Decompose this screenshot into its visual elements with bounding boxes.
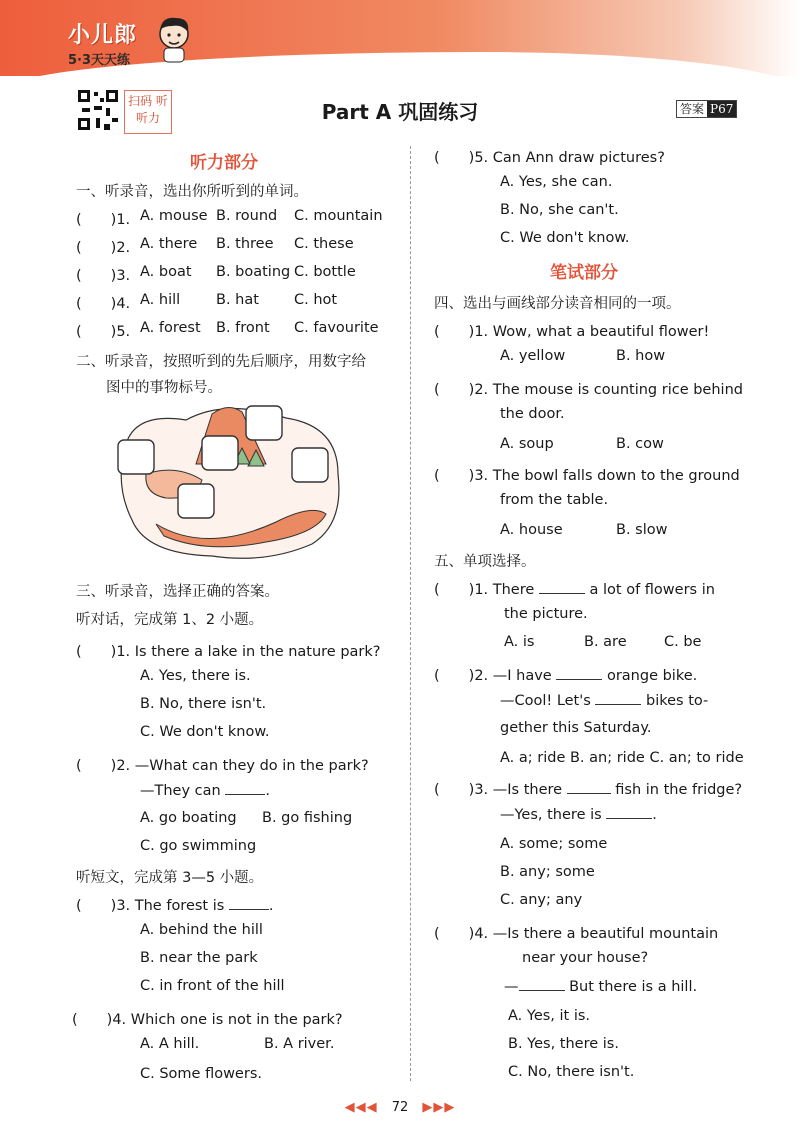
- q2-title-line2: 图中的事物标号。: [106, 380, 222, 396]
- option-c: C. hot: [294, 292, 338, 308]
- q4-item1: ( )1. Wow, what a beautiful flower!: [434, 324, 710, 340]
- q1-item: [76, 236, 354, 257]
- option-c: C. No, there isn't.: [508, 1064, 635, 1080]
- option-b: B. how: [616, 348, 666, 364]
- answer-blank[interactable]: [606, 806, 652, 819]
- mascot-icon: [152, 14, 196, 64]
- item-number: ( )2.: [76, 240, 131, 256]
- option-c: C. We don't know.: [140, 724, 270, 740]
- q3-note-passage: 听短文，完成第 3—5 小题。: [76, 870, 264, 886]
- question-text: —Yes, there is: [500, 807, 602, 823]
- question-text: ( )2. —I have: [434, 668, 552, 684]
- option-c: C. be: [664, 634, 702, 650]
- option-a: A. Yes, it is.: [508, 1008, 591, 1024]
- page-footer: [0, 1100, 800, 1115]
- brand-logo: [68, 18, 137, 68]
- question-text: orange bike.: [606, 668, 698, 684]
- q1-item: [76, 208, 383, 229]
- option-b: B. near the park: [140, 950, 258, 966]
- option-a: A. house: [500, 522, 563, 538]
- scan-listen-label: 扫码 听听力: [124, 90, 172, 134]
- q5-title: 五、单项选择。: [434, 554, 536, 570]
- option-b: B. Yes, there is.: [508, 1036, 619, 1052]
- option-a: A. A hill.: [140, 1036, 200, 1052]
- q5-item4-line2: near your house?: [522, 950, 649, 966]
- question-text: ( )3. —Is there: [434, 782, 563, 798]
- option-b: B. No, there isn't.: [140, 696, 267, 712]
- answer-blank[interactable]: [229, 897, 269, 910]
- item-number: ( )5.: [76, 324, 131, 340]
- option-a: A. yellow: [500, 348, 566, 364]
- option-b: B. go fishing: [262, 810, 353, 826]
- q5-item2-options: A. a; ride B. an; ride C. an; to ride: [500, 750, 744, 766]
- question-text: bikes to-: [646, 693, 709, 709]
- option-b: B. are: [584, 634, 627, 650]
- option-b: B. boating: [216, 264, 291, 280]
- column-divider: [410, 146, 411, 1081]
- answer-page: P67: [707, 101, 736, 117]
- answer-blank[interactable]: [595, 692, 641, 705]
- answer-blank[interactable]: [225, 782, 265, 795]
- option-c: C. bottle: [294, 264, 356, 280]
- q3-note-dialog: 听对话，完成第 1、2 小题。: [76, 612, 264, 628]
- option-b: B. No, she can't.: [500, 202, 619, 218]
- q5-item2-line3: gether this Saturday.: [500, 720, 652, 736]
- answer-blank[interactable]: [567, 781, 611, 794]
- question-text: a lot of flowers in: [589, 582, 715, 598]
- option-c: C. these: [294, 236, 354, 252]
- option-a: A. soup: [500, 436, 554, 452]
- q5-item3: [434, 778, 742, 799]
- question-text: ( )3. The forest is: [76, 898, 225, 914]
- q3-item4: ( )4. Which one is not in the park?: [72, 1012, 343, 1028]
- q3-item2: ( )2. —What can they do in the park?: [76, 758, 369, 774]
- q1-item: [76, 320, 379, 341]
- option-c: C. We don't know.: [500, 230, 630, 246]
- q4-title: 四、选出与画线部分读音相同的一项。: [434, 296, 681, 312]
- option-b: B. any; some: [500, 864, 595, 880]
- option-a: A. some; some: [500, 836, 608, 852]
- logo-text: 小儿郎: [68, 23, 138, 48]
- q5-item1-cont: the picture.: [504, 606, 588, 622]
- option-a: A. there: [140, 236, 198, 252]
- q4-item3-cont: from the table.: [500, 492, 609, 508]
- option-c: C. mountain: [294, 208, 383, 224]
- next-arrows-icon: ▶▶▶: [422, 1100, 456, 1115]
- option-a: A. Yes, she can.: [500, 174, 613, 190]
- option-a: A. go boating: [140, 810, 237, 826]
- option-b: B. three: [216, 236, 274, 252]
- answer-label: 答案: [680, 102, 705, 116]
- option-a: A. is: [504, 634, 535, 650]
- q4-item2-cont: the door.: [500, 406, 565, 422]
- q3-item5: ( )5. Can Ann draw pictures?: [434, 150, 665, 166]
- q5-item1: [434, 578, 715, 599]
- q3-title: 三、听录音，选择正确的答案。: [76, 584, 279, 600]
- nature-park-illustration: [116, 404, 346, 564]
- answer-blank[interactable]: [519, 978, 565, 991]
- q5-item3-line2: —Yes, there is .: [500, 807, 657, 823]
- q2-title-line1: 二、听录音，按照听到的先后顺序，用数字给: [76, 354, 366, 370]
- option-a: A. Yes, there is.: [140, 668, 251, 684]
- answer-blank[interactable]: [539, 581, 585, 594]
- q3-item3: ( )3. The forest is .: [76, 898, 274, 914]
- option-c: C. any; any: [500, 892, 583, 908]
- option-b: B. round: [216, 208, 278, 224]
- q5-item4-line3: — But there is a hill.: [504, 979, 698, 995]
- option-b: B. front: [216, 320, 270, 336]
- question-text: fish in the fridge?: [615, 782, 743, 798]
- option-b: B. cow: [616, 436, 664, 452]
- item-number: ( )3.: [76, 268, 131, 284]
- q1-item: [76, 292, 338, 313]
- q4-item2: ( )2. The mouse is counting rice behind: [434, 382, 743, 398]
- option-a: A. forest: [140, 320, 201, 336]
- option-c: C. go swimming: [140, 838, 257, 854]
- q5-item2-line2: [500, 692, 708, 709]
- listening-heading: 听力部分: [190, 153, 258, 173]
- q1-item: [76, 264, 356, 285]
- prompt-text: —They can: [140, 783, 221, 799]
- item-number: ( )1.: [76, 212, 131, 228]
- option-b: B. hat: [216, 292, 259, 308]
- q3-item1: ( )1. Is there a lake in the nature park?: [76, 644, 381, 660]
- q5-item4: ( )4. —Is there a beautiful mountain: [434, 926, 719, 942]
- option-b: B. A river.: [264, 1036, 335, 1052]
- option-b: B. slow: [616, 522, 668, 538]
- option-a: A. behind the hill: [140, 922, 263, 938]
- series-text: 5·3天天练: [68, 53, 131, 68]
- q5-item2: [434, 664, 697, 685]
- question-text: But there is a hill.: [569, 979, 698, 995]
- option-a: A. boat: [140, 264, 192, 280]
- q4-item3: ( )3. The bowl falls down to the ground: [434, 468, 740, 484]
- option-c: C. favourite: [294, 320, 379, 336]
- q1-title: 一、听录音，选出你所听到的单词。: [76, 184, 308, 200]
- writing-heading: 笔试部分: [550, 263, 618, 283]
- answer-blank[interactable]: [556, 667, 602, 680]
- page-number: 72: [391, 1100, 409, 1115]
- q3-item2-answer-line: —They can .: [140, 783, 270, 799]
- page-title: Part A 巩固练习: [321, 100, 479, 124]
- option-c: C. Some flowers.: [140, 1066, 262, 1082]
- question-text: ( )1. There: [434, 582, 535, 598]
- question-text: —Cool! Let's: [500, 693, 591, 709]
- item-number: ( )4.: [76, 296, 131, 312]
- prev-arrows-icon: ◀◀◀: [344, 1100, 378, 1115]
- option-a: A. hill: [140, 292, 181, 308]
- option-c: C. in front of the hill: [140, 978, 285, 994]
- option-a: A. mouse: [140, 208, 208, 224]
- answer-reference: [676, 100, 737, 118]
